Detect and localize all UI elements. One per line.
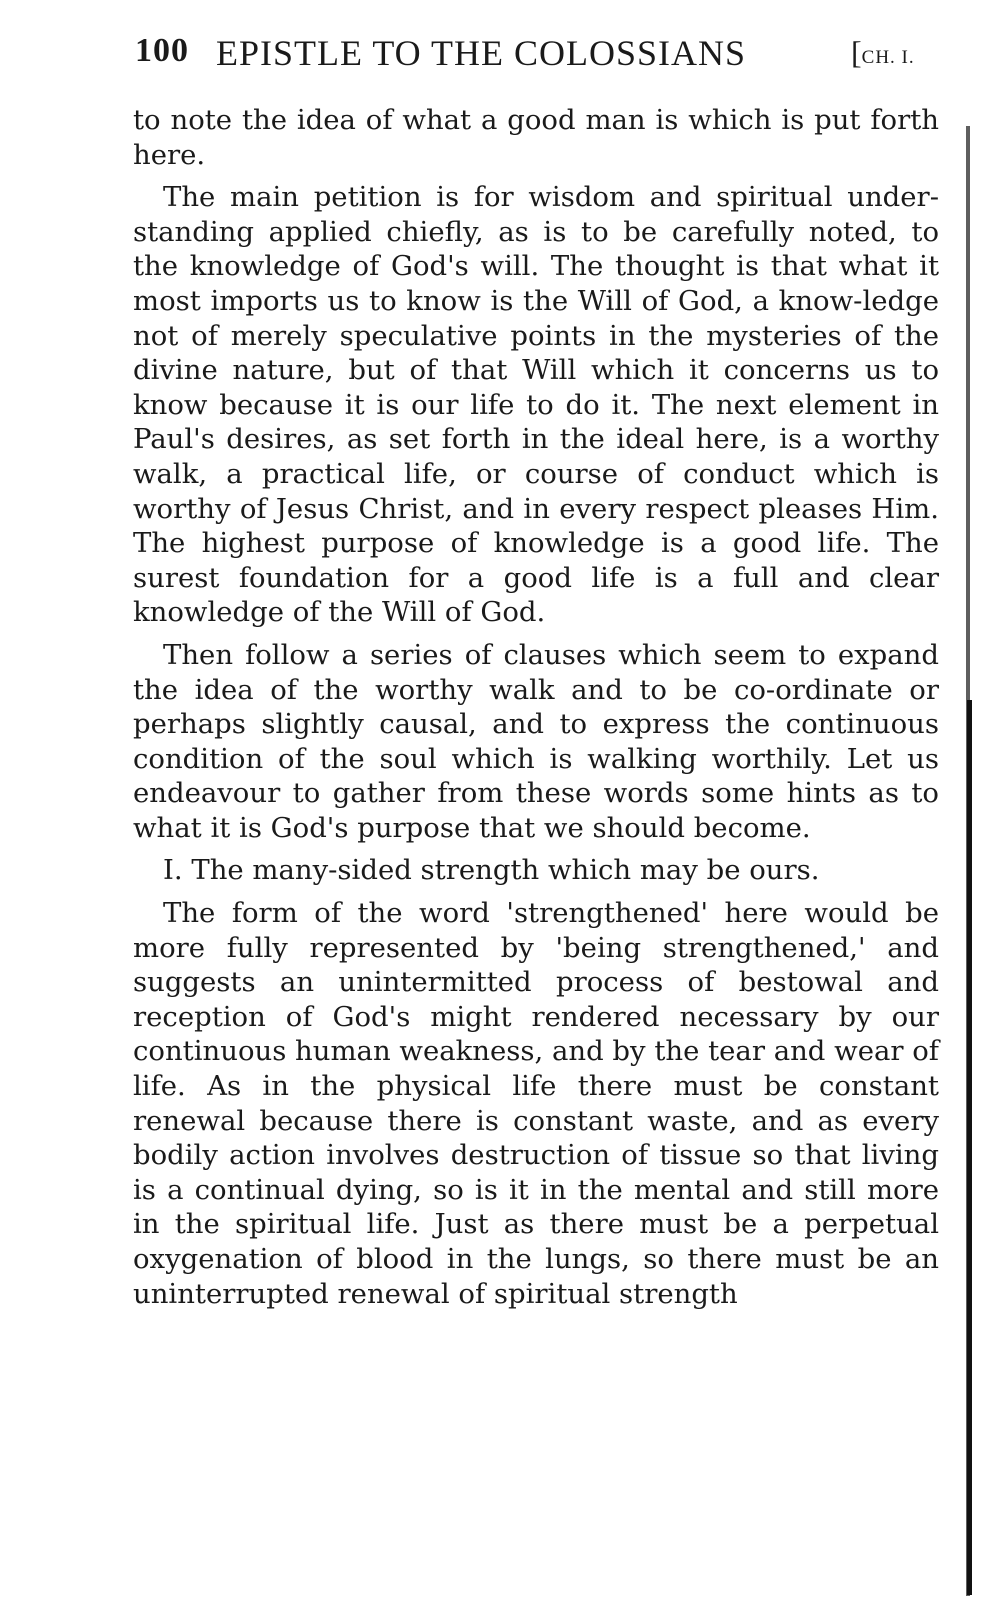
paragraph-continued: to note the idea of what a good man is which is put forth here. (133, 104, 939, 171)
page-header (135, 32, 945, 76)
paragraph-main-petition: The main petition is for wisdom and spiritual under-standing applied chiefly, as is to be carefully noted, to the knowledge of God's will. The thought is that what it most imports us to know is the Will of God, a know-ledge not of merely speculative points in the mysteries of the divine nature, but of that Will which it concerns us to know because it is our life to do it. The next element in Paul's desires, as set forth in the ideal here, is a worthy walk, a practical life, or course of conduct which is worthy of Jesus Christ, and in every respect pleases Him. The highest purpose of knowledge is a good life. The surest foundation for a good life is a full and clear knowledge of the Will of God. (133, 181, 939, 629)
chapter-bracket: [ (851, 34, 862, 70)
page-edge-scan-line-dark (967, 700, 972, 1595)
paragraph-series-of-clauses: Then follow a series of clauses which seem to expand the idea of the worthy walk and to be co-ordinate or perhaps slightly causal, and to express the continuous condition of the soul which is walking worthily. Let us endeavour to gather from these words some hints as to what it is God's purpose that we should become. (133, 638, 939, 844)
chapter-label: CH. I. (861, 47, 915, 68)
page-number: 100 (135, 32, 189, 69)
section-heading: I. The many-sided strength which may be ours. (163, 854, 820, 887)
running-title: EPISTLE TO THE COLOSSIANS (216, 33, 747, 73)
paragraph-strengthened: The form of the word 'strengthened' here would be more fully represented by 'being strengthened,' and suggests an unintermitted process of bestowal and reception of God's might rendered necessary by our continuous human weakness, and by the tear and wear of life. As in the physical life there must be constant renewal because there is constant waste, and as every bodily action involves destruction of tissue so that living is a continual dying, so is it in the mental and still more in the spiritual life. Just as there must be a perpetual oxygenation of blood in the lungs, so there must be an uninterrupted renewal of spiritual strength (133, 897, 939, 1310)
chapter-marker (851, 34, 915, 71)
page-body (133, 103, 939, 1319)
